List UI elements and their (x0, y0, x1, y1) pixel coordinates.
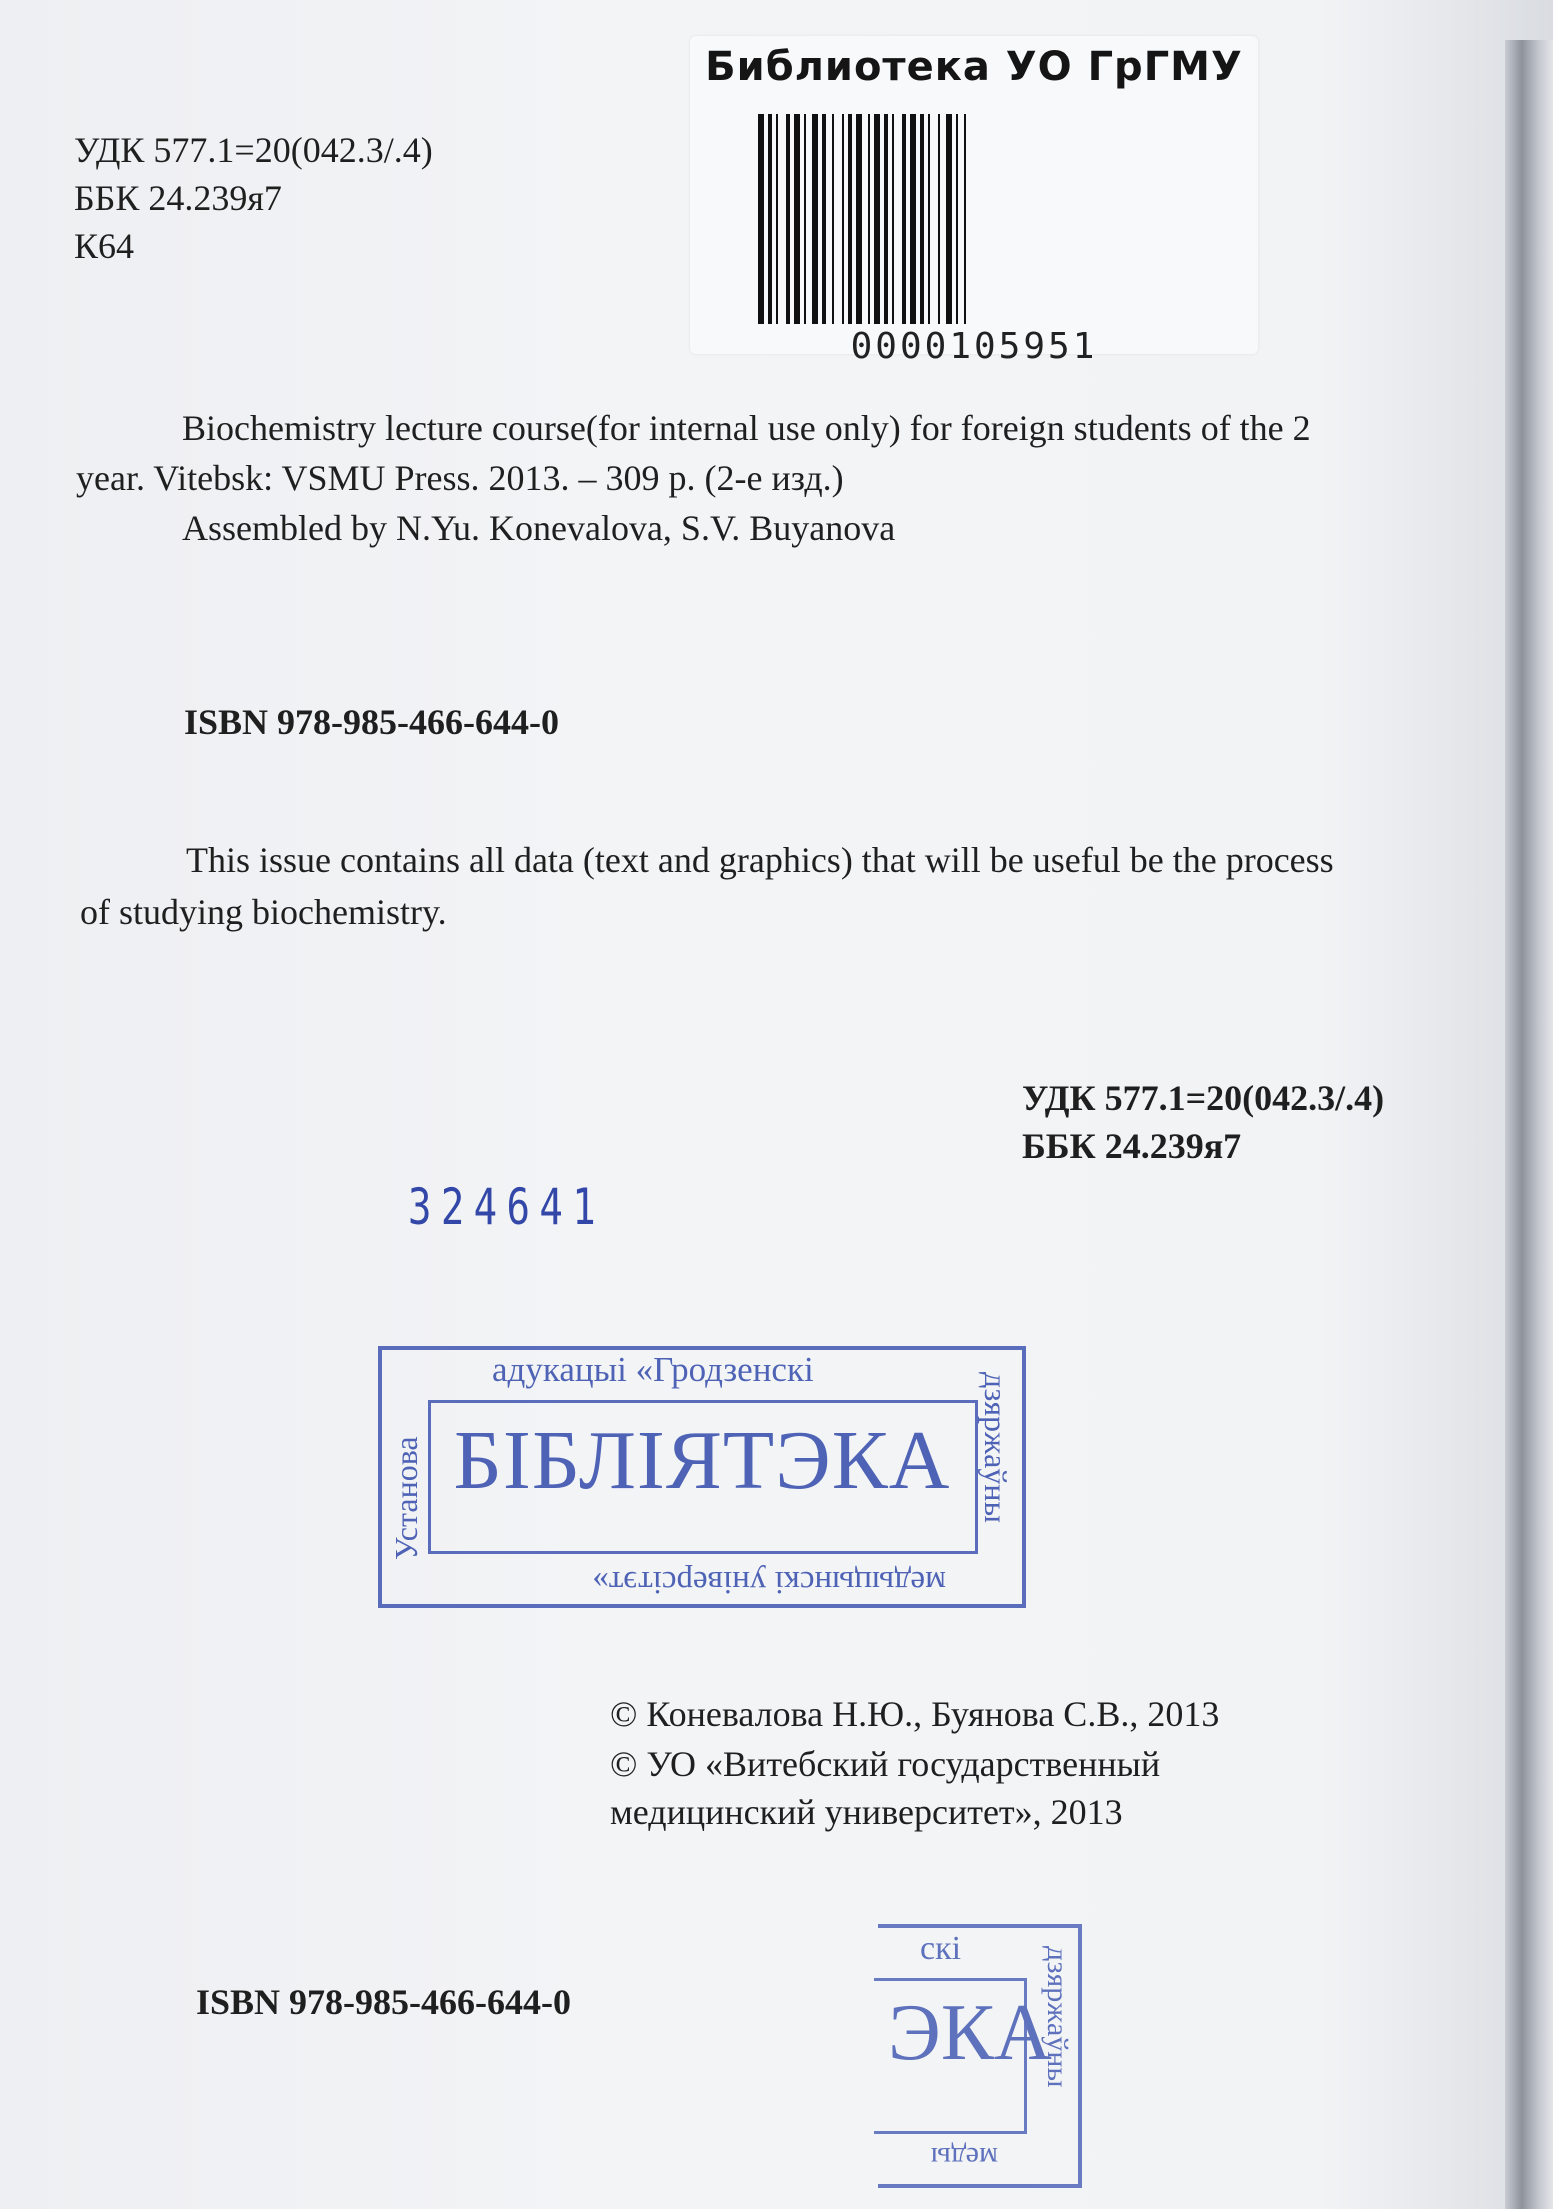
stamp-right-text: дзяржаўны (978, 1372, 1014, 1523)
partial-stamp-bottom-text: меды (930, 2141, 998, 2174)
library-stamp (378, 1346, 1026, 1608)
page-edge-shadow (1505, 40, 1553, 2209)
partial-stamp-right-text: дзяржаўны (1041, 1946, 1074, 2088)
isbn-bottom: ISBN 978-985-466-644-0 (196, 1982, 571, 2022)
udk-code-bold: УДК 577.1=20(042.3/.4) (1022, 1078, 1385, 1118)
assembled-by: Assembled by N.Yu. Konevalova, S.V. Buyanova (182, 508, 896, 548)
stamp-left-text: Установа (388, 1436, 424, 1560)
accession-number: 324641 (408, 1178, 606, 1236)
udk-code: УДК 577.1=20(042.3/.4) (74, 130, 433, 170)
summary-line-1: This issue contains all data (text and graphics) that will be useful be the process (186, 840, 1334, 880)
library-label-title: Библиотека УО ГрГМУ (705, 44, 1243, 90)
bbk-code: ББК 24.239я7 (74, 178, 282, 218)
partial-stamp-top-text: скі (920, 1930, 962, 1967)
barcode-number: 0000105951 (850, 326, 1098, 367)
author-mark: К64 (74, 226, 135, 266)
stamp-top-text: адукацыі «Гродзенскі (492, 1350, 814, 1389)
bibliography-line-2: year. Vitebsk: VSMU Press. 2013. – 309 p. (2-е изд.) (76, 458, 844, 498)
copyright-line-3: медицинский университет», 2013 (610, 1792, 1123, 1832)
bibliography-line-1: Biochemistry lecture course(for internal use only) for foreign students of the 2 (182, 408, 1311, 448)
bbk-code-bold: ББК 24.239я7 (1022, 1126, 1242, 1166)
stamp-bottom-text: медыцынскі універсітэт» (592, 1564, 946, 1600)
summary-line-2: of studying biochemistry. (80, 892, 447, 932)
stamp-center-text: БІБЛІЯТЭКА (453, 1414, 951, 1507)
barcode-graphic (758, 114, 1190, 324)
copyright-line-2: © УО «Витебский государственный (610, 1744, 1161, 1784)
library-barcode-label (690, 36, 1258, 367)
copyright-line-1: © Коневалова Н.Ю., Буянова С.В., 2013 (610, 1694, 1220, 1734)
isbn-top: ISBN 978-985-466-644-0 (184, 702, 559, 742)
partial-stamp-center-text: ЭКА (888, 1989, 1052, 2077)
partial-library-stamp (878, 1924, 1082, 2188)
